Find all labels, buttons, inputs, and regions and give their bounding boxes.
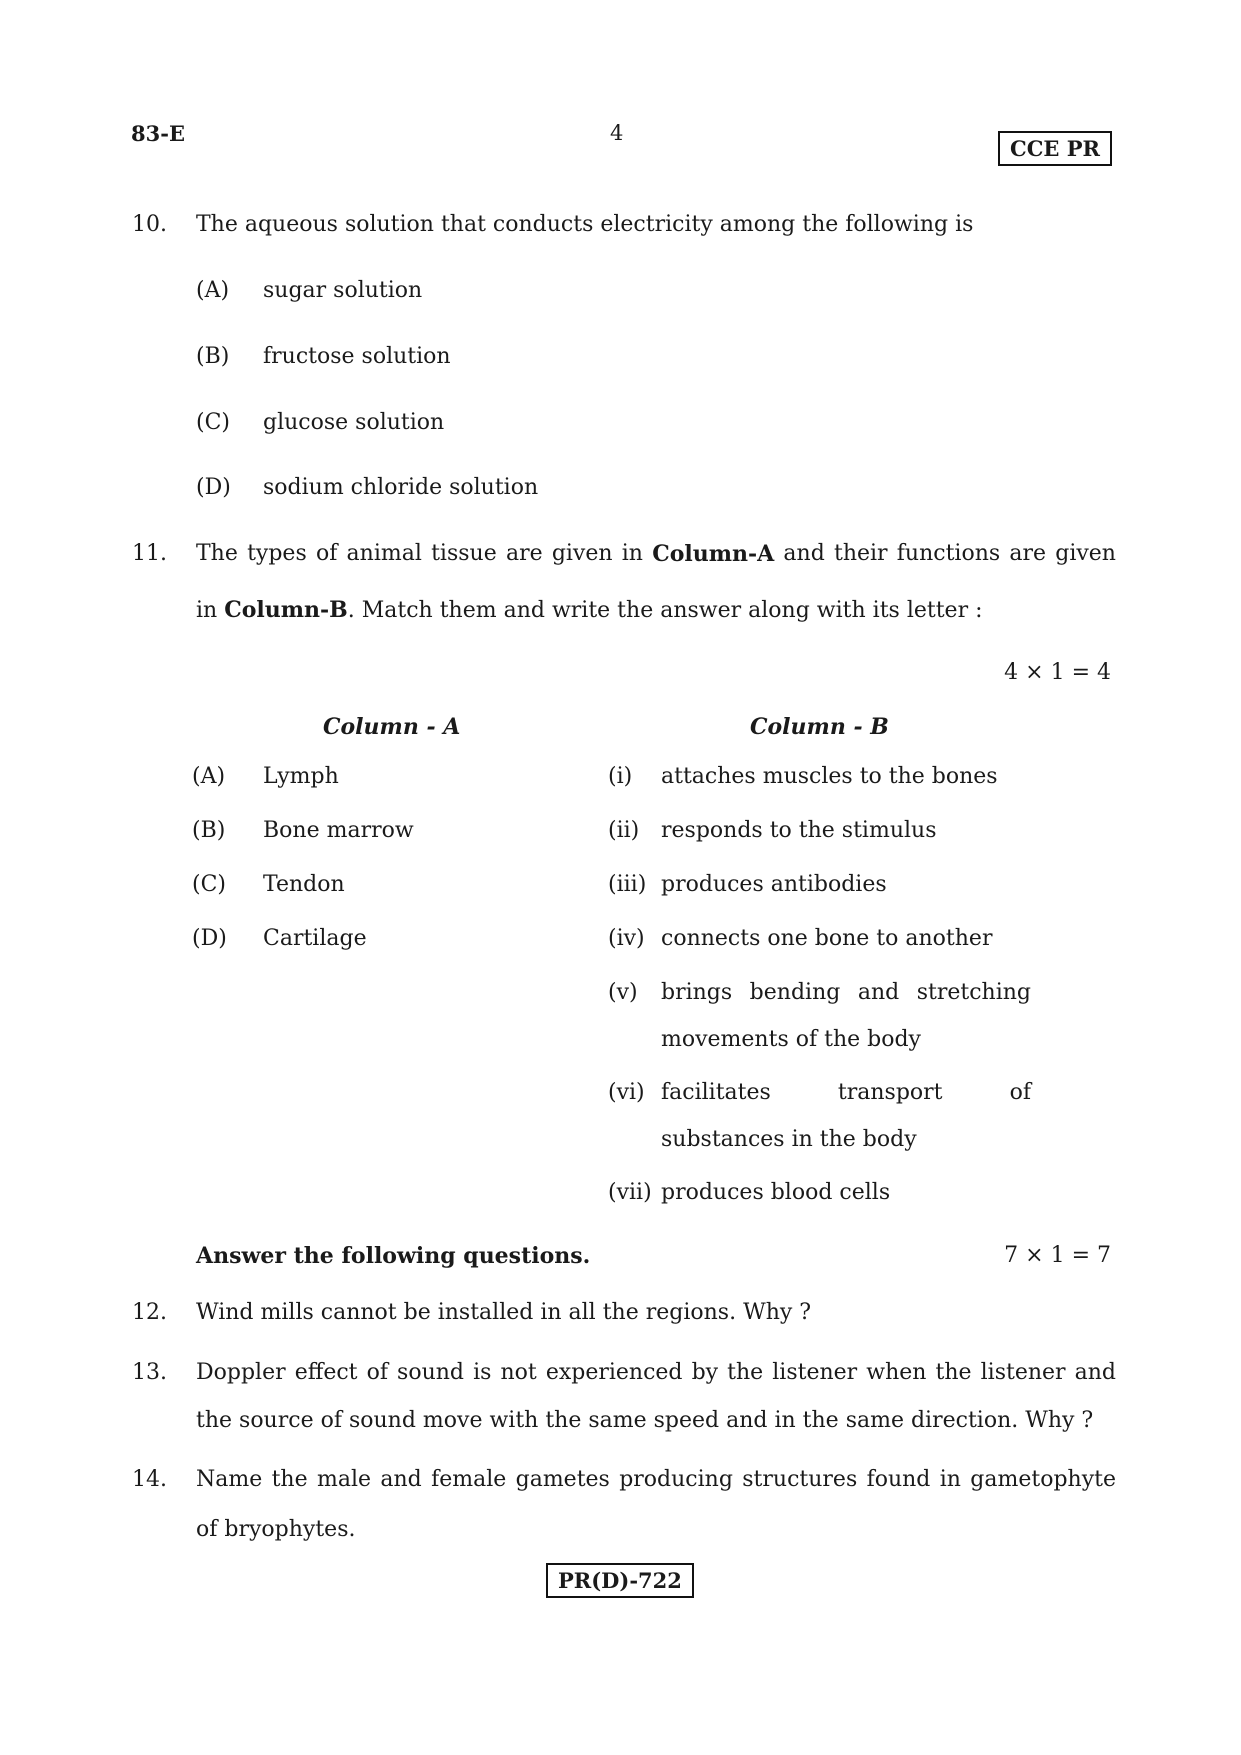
question-11-line-2	[196, 597, 983, 623]
q11-word: given	[551, 541, 613, 566]
section-instruction: Answer the following questions.	[196, 1243, 591, 1269]
question-12-text: Wind mills cannot be installed in all the regions. Why ?	[196, 1300, 812, 1325]
q10-option-a-letter: (A)	[196, 278, 230, 303]
column-a-letter: (C)	[192, 872, 226, 897]
q10-option-c-letter: (C)	[196, 410, 230, 435]
column-a-letter: (B)	[192, 818, 226, 843]
column-a-letter: (A)	[192, 764, 226, 789]
column-a-header: Column - A	[323, 714, 461, 740]
q10-option-c-text: glucose solution	[263, 410, 445, 435]
column-b-header: Column - B	[750, 714, 889, 740]
column-a-item: Cartilage	[263, 926, 367, 951]
column-b-item: brings bending and stretching	[661, 980, 1031, 1005]
paper-code: 83-E	[131, 121, 185, 146]
q11-line2-post: . Match them and write the answer along with its letter :	[347, 598, 983, 623]
column-a-letter: (D)	[192, 926, 227, 951]
header-box-label: CCE PR	[998, 131, 1112, 166]
column-b-number: (vi)	[608, 1080, 645, 1105]
column-b-item: responds to the stimulus	[661, 818, 937, 843]
column-b-item: facilitates transport of	[661, 1080, 1031, 1105]
column-b-number: (iv)	[608, 926, 645, 951]
column-b-item-continued: movements of the body	[661, 1027, 921, 1052]
q10-option-b-letter: (B)	[196, 344, 230, 369]
column-a-item: Lymph	[263, 764, 339, 789]
q10-option-b-text: fructose solution	[263, 344, 451, 369]
column-b-item: produces antibodies	[661, 872, 887, 897]
column-b-number: (v)	[608, 980, 638, 1005]
q11-line2-pre: in	[196, 598, 225, 623]
question-11-line-1	[196, 541, 1116, 567]
question-14-line-1: Name the male and female gametes producing structures found in gametophyte	[196, 1467, 1116, 1492]
question-10-number: 10.	[132, 212, 167, 237]
column-b-number: (vii)	[608, 1180, 652, 1205]
question-14-number: 14.	[132, 1467, 167, 1492]
column-b-item: connects one bone to another	[661, 926, 993, 951]
page-number: 4	[610, 121, 624, 145]
question-13-line-2: the source of sound move with the same speed and in the same direction. Why ?	[196, 1408, 1094, 1433]
q11-marks: 4 × 1 = 4	[1004, 660, 1111, 685]
column-b-item: produces blood cells	[661, 1180, 891, 1205]
q11-word: are	[1009, 541, 1047, 566]
q11-word: and	[783, 541, 825, 566]
column-a-item: Tendon	[263, 872, 345, 897]
q10-option-a-text: sugar solution	[263, 278, 423, 303]
q11-word: are	[505, 541, 543, 566]
column-a-item: Bone marrow	[263, 818, 414, 843]
column-b-number: (iii)	[608, 872, 647, 897]
q11-word: their	[833, 541, 888, 566]
question-14-line-2: of bryophytes.	[196, 1517, 356, 1542]
q11-line2-bold: Column-B	[224, 597, 348, 623]
q11-word: given	[1055, 541, 1116, 566]
question-13-number: 13.	[132, 1360, 167, 1385]
question-13-line-1: Doppler effect of sound is not experienced by the listener when the listener and	[196, 1360, 1116, 1385]
column-b-number: (i)	[608, 764, 633, 789]
q10-option-d-letter: (D)	[196, 475, 231, 500]
q10-option-d-text: sodium chloride solution	[263, 475, 539, 500]
section-marks: 7 × 1 = 7	[1004, 1243, 1111, 1268]
q11-word: in	[621, 541, 643, 566]
column-b-item-continued: substances in the body	[661, 1127, 917, 1152]
question-10-text: The aqueous solution that conducts electricity among the following is	[196, 212, 974, 237]
question-12-number: 12.	[132, 1300, 167, 1325]
q11-word: of	[315, 541, 338, 566]
q11-word: types	[247, 541, 307, 566]
q11-word: animal	[346, 541, 422, 566]
q11-word: functions	[896, 541, 1001, 566]
question-11-number: 11.	[132, 541, 167, 566]
column-b-number: (ii)	[608, 818, 640, 843]
q11-word-column-a: Column-A	[652, 541, 775, 567]
footer-code: PR(D)-722	[546, 1563, 694, 1598]
column-b-item: attaches muscles to the bones	[661, 764, 998, 789]
q11-word: tissue	[431, 541, 497, 566]
q11-word: The	[196, 541, 238, 566]
